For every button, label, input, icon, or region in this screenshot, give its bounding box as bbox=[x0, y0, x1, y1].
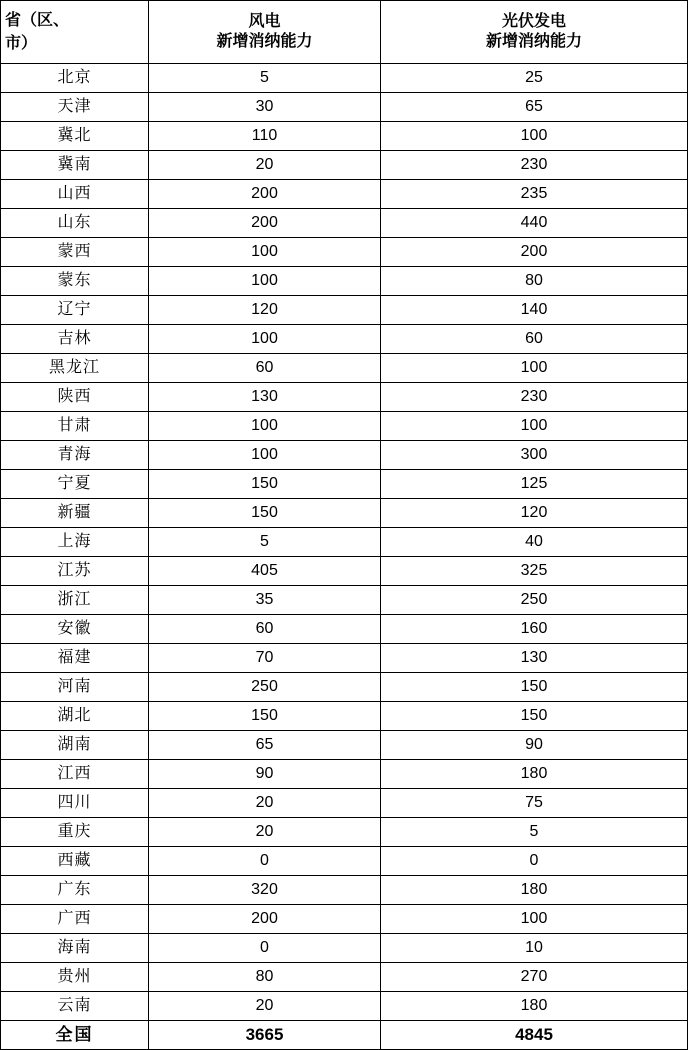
cell-region: 海南 bbox=[1, 934, 149, 963]
cell-wind-capacity: 100 bbox=[149, 325, 381, 354]
table-row bbox=[1, 267, 688, 296]
cell-pv-capacity: 100 bbox=[381, 122, 688, 151]
cell-wind-capacity: 200 bbox=[149, 905, 381, 934]
cell-wind-capacity: 0 bbox=[149, 847, 381, 876]
table-body bbox=[1, 64, 688, 1050]
cell-pv-capacity: 90 bbox=[381, 731, 688, 760]
table-row bbox=[1, 238, 688, 267]
cell-wind-capacity: 70 bbox=[149, 644, 381, 673]
cell-pv-capacity: 150 bbox=[381, 702, 688, 731]
cell-wind-capacity: 130 bbox=[149, 383, 381, 412]
cell-pv-capacity: 325 bbox=[381, 557, 688, 586]
cell-wind-capacity: 90 bbox=[149, 760, 381, 789]
cell-pv-capacity: 65 bbox=[381, 93, 688, 122]
cell-pv-capacity: 230 bbox=[381, 383, 688, 412]
cell-pv-capacity: 180 bbox=[381, 760, 688, 789]
table-row bbox=[1, 992, 688, 1021]
cell-pv-capacity: 40 bbox=[381, 528, 688, 557]
cell-wind-capacity: 80 bbox=[149, 963, 381, 992]
table-row bbox=[1, 412, 688, 441]
cell-wind-capacity: 100 bbox=[149, 412, 381, 441]
cell-region: 山西 bbox=[1, 180, 149, 209]
cell-region: 江苏 bbox=[1, 557, 149, 586]
table-row bbox=[1, 209, 688, 238]
table-row bbox=[1, 354, 688, 383]
cell-pv-capacity: 440 bbox=[381, 209, 688, 238]
table-row bbox=[1, 470, 688, 499]
table-row bbox=[1, 557, 688, 586]
cell-region: 天津 bbox=[1, 93, 149, 122]
table-row bbox=[1, 934, 688, 963]
cell-region: 湖南 bbox=[1, 731, 149, 760]
cell-pv-capacity: 25 bbox=[381, 64, 688, 93]
table-row bbox=[1, 847, 688, 876]
cell-wind-capacity: 150 bbox=[149, 470, 381, 499]
cell-pv-capacity: 200 bbox=[381, 238, 688, 267]
table-row bbox=[1, 760, 688, 789]
cell-region: 浙江 bbox=[1, 586, 149, 615]
cell-pv-capacity: 5 bbox=[381, 818, 688, 847]
table-row bbox=[1, 325, 688, 354]
cell-wind-capacity: 150 bbox=[149, 702, 381, 731]
column-header-pv-line1: 光伏发电 bbox=[501, 13, 566, 30]
cell-region: 西藏 bbox=[1, 847, 149, 876]
cell-region: 冀南 bbox=[1, 151, 149, 180]
cell-wind-capacity: 5 bbox=[149, 64, 381, 93]
cell-pv-capacity: 100 bbox=[381, 905, 688, 934]
header-row bbox=[1, 1, 688, 64]
table-row bbox=[1, 963, 688, 992]
cell-wind-capacity: 200 bbox=[149, 209, 381, 238]
cell-pv-capacity: 250 bbox=[381, 586, 688, 615]
table-row bbox=[1, 644, 688, 673]
cell-pv-capacity: 60 bbox=[381, 325, 688, 354]
column-header-region-line1: 省（区、 bbox=[5, 11, 70, 29]
cell-pv-capacity: 235 bbox=[381, 180, 688, 209]
column-header-pv bbox=[381, 1, 688, 64]
column-header-wind-line1: 风电 bbox=[248, 13, 281, 30]
table-row bbox=[1, 905, 688, 934]
cell-region: 河南 bbox=[1, 673, 149, 702]
cell-wind-capacity: 0 bbox=[149, 934, 381, 963]
table-header bbox=[1, 1, 688, 64]
cell-wind-capacity: 20 bbox=[149, 789, 381, 818]
cell-pv-capacity: 0 bbox=[381, 847, 688, 876]
cell-wind-capacity: 20 bbox=[149, 992, 381, 1021]
cell-region: 蒙东 bbox=[1, 267, 149, 296]
cell-wind-capacity: 65 bbox=[149, 731, 381, 760]
cell-region: 山东 bbox=[1, 209, 149, 238]
cell-region: 云南 bbox=[1, 992, 149, 1021]
column-header-wind bbox=[149, 1, 381, 64]
cell-wind-capacity: 120 bbox=[149, 296, 381, 325]
table-row bbox=[1, 586, 688, 615]
cell-pv-capacity: 300 bbox=[381, 441, 688, 470]
table-row bbox=[1, 702, 688, 731]
cell-region: 甘肃 bbox=[1, 412, 149, 441]
cell-wind-capacity: 100 bbox=[149, 238, 381, 267]
cell-pv-capacity: 125 bbox=[381, 470, 688, 499]
cell-pv-capacity: 150 bbox=[381, 673, 688, 702]
cell-pv-capacity: 270 bbox=[381, 963, 688, 992]
cell-region: 北京 bbox=[1, 64, 149, 93]
cell-region: 四川 bbox=[1, 789, 149, 818]
cell-region: 上海 bbox=[1, 528, 149, 557]
cell-region: 江西 bbox=[1, 760, 149, 789]
cell-pv-capacity: 120 bbox=[381, 499, 688, 528]
cell-region: 贵州 bbox=[1, 963, 149, 992]
cell-wind-capacity: 35 bbox=[149, 586, 381, 615]
cell-pv-capacity: 160 bbox=[381, 615, 688, 644]
cell-wind-capacity: 5 bbox=[149, 528, 381, 557]
cell-region: 辽宁 bbox=[1, 296, 149, 325]
cell-wind-capacity: 405 bbox=[149, 557, 381, 586]
table-row bbox=[1, 673, 688, 702]
cell-wind-capacity-total: 3665 bbox=[149, 1021, 381, 1050]
cell-pv-capacity: 140 bbox=[381, 296, 688, 325]
cell-pv-capacity: 180 bbox=[381, 992, 688, 1021]
table-row bbox=[1, 615, 688, 644]
cell-wind-capacity: 100 bbox=[149, 267, 381, 296]
cell-pv-capacity: 100 bbox=[381, 354, 688, 383]
cell-pv-capacity: 230 bbox=[381, 151, 688, 180]
cell-region: 陕西 bbox=[1, 383, 149, 412]
cell-region: 黑龙江 bbox=[1, 354, 149, 383]
cell-region-total: 全国 bbox=[1, 1021, 149, 1050]
cell-pv-capacity-total: 4845 bbox=[381, 1021, 688, 1050]
cell-pv-capacity: 180 bbox=[381, 876, 688, 905]
table-row bbox=[1, 731, 688, 760]
table-row bbox=[1, 64, 688, 93]
table-row bbox=[1, 151, 688, 180]
table-row bbox=[1, 441, 688, 470]
cell-pv-capacity: 75 bbox=[381, 789, 688, 818]
cell-region: 福建 bbox=[1, 644, 149, 673]
cell-wind-capacity: 20 bbox=[149, 818, 381, 847]
cell-region: 安徽 bbox=[1, 615, 149, 644]
cell-wind-capacity: 30 bbox=[149, 93, 381, 122]
cell-region: 冀北 bbox=[1, 122, 149, 151]
table-row bbox=[1, 383, 688, 412]
table-row bbox=[1, 876, 688, 905]
cell-region: 宁夏 bbox=[1, 470, 149, 499]
column-header-region bbox=[1, 1, 149, 64]
cell-region: 广东 bbox=[1, 876, 149, 905]
cell-wind-capacity: 60 bbox=[149, 615, 381, 644]
table-row-total bbox=[1, 1021, 688, 1050]
cell-wind-capacity: 60 bbox=[149, 354, 381, 383]
cell-region: 蒙西 bbox=[1, 238, 149, 267]
cell-wind-capacity: 150 bbox=[149, 499, 381, 528]
table-row bbox=[1, 528, 688, 557]
cell-wind-capacity: 110 bbox=[149, 122, 381, 151]
cell-region: 广西 bbox=[1, 905, 149, 934]
cell-pv-capacity: 10 bbox=[381, 934, 688, 963]
cell-pv-capacity: 100 bbox=[381, 412, 688, 441]
cell-region: 吉林 bbox=[1, 325, 149, 354]
cell-wind-capacity: 20 bbox=[149, 151, 381, 180]
table-row bbox=[1, 122, 688, 151]
column-header-region-line2: 市） bbox=[5, 35, 38, 52]
cell-wind-capacity: 320 bbox=[149, 876, 381, 905]
table-row bbox=[1, 818, 688, 847]
cell-pv-capacity: 80 bbox=[381, 267, 688, 296]
cell-wind-capacity: 200 bbox=[149, 180, 381, 209]
cell-region: 重庆 bbox=[1, 818, 149, 847]
table-row bbox=[1, 499, 688, 528]
table-row bbox=[1, 93, 688, 122]
table-row bbox=[1, 180, 688, 209]
cell-wind-capacity: 100 bbox=[149, 441, 381, 470]
cell-pv-capacity: 130 bbox=[381, 644, 688, 673]
cell-region: 湖北 bbox=[1, 702, 149, 731]
table-row bbox=[1, 296, 688, 325]
cell-wind-capacity: 250 bbox=[149, 673, 381, 702]
column-header-pv-line2: 新增消纳能力 bbox=[485, 33, 582, 50]
table-row bbox=[1, 789, 688, 818]
cell-region: 青海 bbox=[1, 441, 149, 470]
column-header-wind-line2: 新增消纳能力 bbox=[216, 33, 313, 50]
cell-region: 新疆 bbox=[1, 499, 149, 528]
